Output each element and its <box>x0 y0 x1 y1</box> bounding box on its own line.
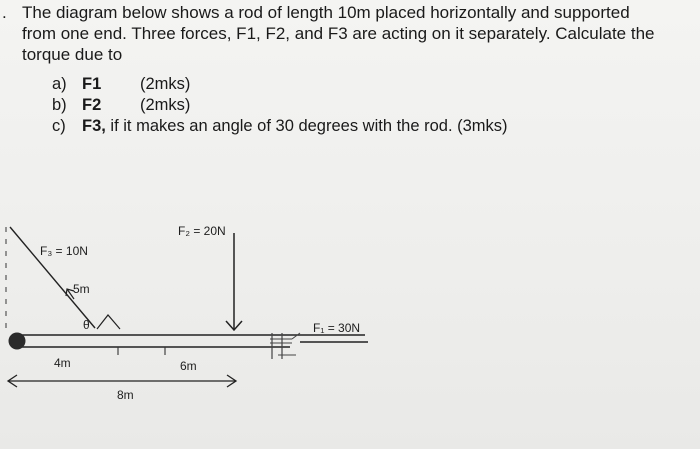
part-c-force: F3, <box>82 117 106 135</box>
eight-m-label: 8m <box>117 388 134 402</box>
question-line-3: torque due to <box>22 45 123 64</box>
part-a <box>52 74 508 95</box>
part-b <box>52 95 508 116</box>
part-c-text: if it makes an angle of 30 degrees with the rod. (3mks) <box>105 117 508 135</box>
part-a-letter: a) <box>52 75 67 93</box>
f3-force-line <box>10 227 95 328</box>
question-line-2: from one end. Three forces, F1, F2, and F3 are acting on it separately. Calculate the <box>22 24 655 43</box>
part-b-force: F2 <box>82 96 102 114</box>
part-c <box>52 116 508 137</box>
rod-diagram-svg <box>0 205 700 449</box>
question-parts <box>52 74 508 137</box>
part-a-force: F1 <box>82 75 102 93</box>
theta-angle-mark <box>97 315 120 329</box>
pivot-support <box>9 333 26 350</box>
rod-end-cap <box>292 333 300 339</box>
question-number: . <box>2 3 7 22</box>
theta-label: θ <box>83 318 90 332</box>
f2-label: F₂ = 20N <box>178 224 226 238</box>
part-c-letter: c) <box>52 117 66 135</box>
six-m-label: 6m <box>180 359 197 373</box>
five-m-label: 5m <box>73 282 90 296</box>
rod-diagram <box>0 205 700 449</box>
part-b-letter: b) <box>52 96 67 114</box>
question-line-1: The diagram below shows a rod of length 10m placed horizontally and supported <box>22 3 630 22</box>
question-text <box>22 2 682 65</box>
four-m-label: 4m <box>54 356 71 370</box>
part-b-marks: (2mks) <box>140 96 191 114</box>
f3-label: F₃ = 10N <box>40 244 88 258</box>
f1-label: F₁ = 30N <box>313 321 361 335</box>
part-a-marks: (2mks) <box>140 75 191 93</box>
